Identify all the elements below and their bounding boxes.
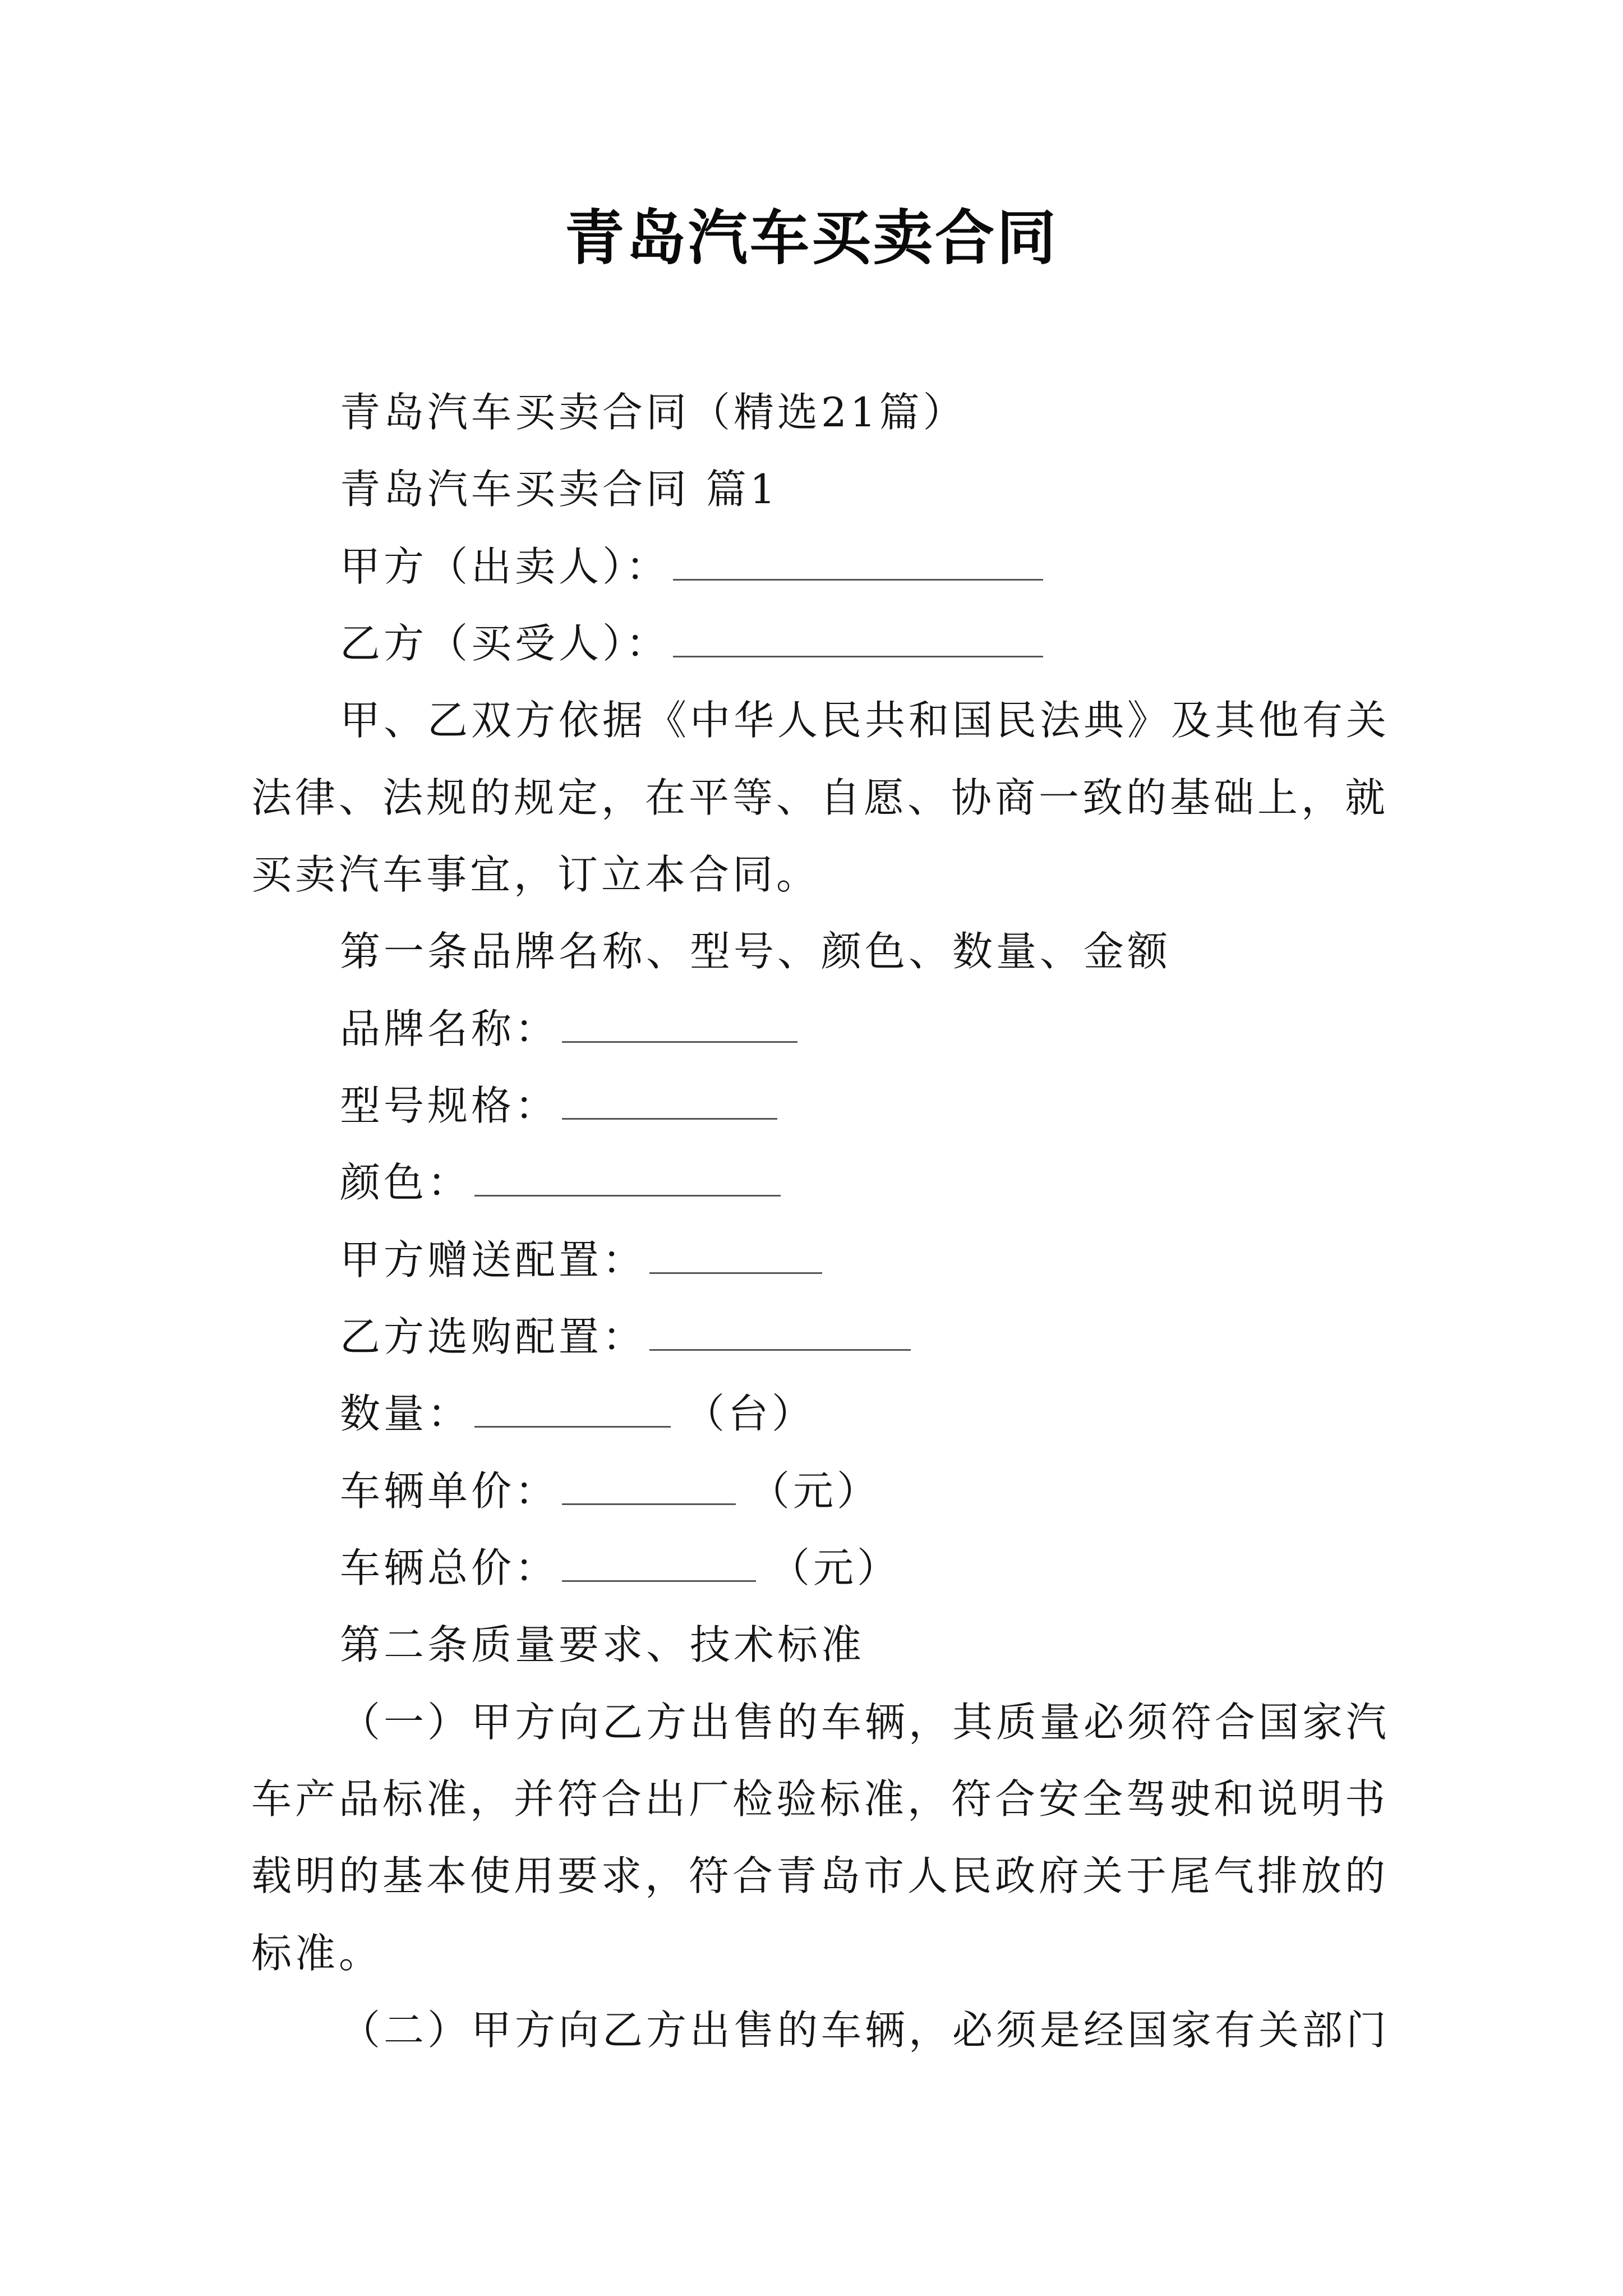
quantity-label: 数量： bbox=[340, 1390, 472, 1437]
party-a-label: 甲方（出卖人）： bbox=[340, 543, 670, 590]
total-price-label: 车辆总价： bbox=[340, 1544, 559, 1591]
party-a-line bbox=[340, 539, 1046, 595]
total-price-line bbox=[340, 1540, 901, 1596]
quantity-line bbox=[340, 1386, 815, 1442]
clause-1-line-1: （一）甲方向乙方出售的车辆，其质量必须符合国家汽 bbox=[340, 1699, 1390, 1746]
quantity-unit: （台） bbox=[684, 1390, 816, 1437]
intro-line-2: 法律、法规的规定，在平等、自愿、协商一致的基础上，就 bbox=[251, 774, 1389, 821]
party-b-blank bbox=[673, 620, 1043, 657]
model-line bbox=[340, 1078, 781, 1134]
optional-config-label: 乙方选购配置： bbox=[340, 1313, 647, 1360]
intro-line-3: 买卖汽车事宜，订立本合同。 bbox=[251, 851, 820, 898]
color-line bbox=[340, 1154, 784, 1211]
intro-line-1: 甲、乙双方依据《中华人民共和国民法典》及其他有关 bbox=[340, 697, 1390, 744]
brand-label: 品牌名称： bbox=[340, 1005, 559, 1052]
optional-config-line bbox=[340, 1309, 914, 1365]
document-title: 青岛汽车买卖合同 bbox=[565, 204, 1058, 273]
clause-1-line-4: 标准。 bbox=[251, 1930, 383, 1977]
quantity-blank bbox=[474, 1390, 671, 1428]
optional-config-blank bbox=[649, 1313, 911, 1351]
article-2-heading: 第二条质量要求、技术标准 bbox=[340, 1621, 865, 1668]
brand-blank bbox=[562, 1005, 797, 1043]
clause-2-line-1: （二）甲方向乙方出售的车辆，必须是经国家有关部门 bbox=[340, 2007, 1390, 2054]
party-b-line bbox=[340, 615, 1046, 671]
clause-1-line-3: 载明的基本使用要求，符合青岛市人民政府关于尾气排放的 bbox=[251, 1852, 1389, 1899]
gift-config-blank bbox=[649, 1236, 822, 1274]
color-blank bbox=[474, 1159, 781, 1197]
article-1-heading: 第一条品牌名称、型号、颜色、数量、金额 bbox=[340, 928, 1172, 975]
unit-price-blank bbox=[562, 1467, 736, 1505]
brand-line bbox=[340, 1001, 801, 1057]
party-b-label: 乙方（买受人）： bbox=[340, 620, 670, 667]
unit-price-line bbox=[340, 1463, 880, 1519]
unit-price-label: 车辆单价： bbox=[340, 1467, 559, 1515]
gift-config-label: 甲方赠送配置： bbox=[340, 1236, 647, 1283]
party-a-blank bbox=[673, 543, 1043, 581]
clause-1-line-2: 车产品标准，并符合出厂检验标准，符合安全驾驶和说明书 bbox=[251, 1775, 1389, 1823]
total-price-blank bbox=[562, 1544, 756, 1582]
gift-config-line bbox=[340, 1232, 826, 1288]
model-label: 型号规格： bbox=[340, 1082, 559, 1129]
total-price-unit: （元） bbox=[769, 1544, 901, 1591]
document-subtitle: 青岛汽车买卖合同（精选21篇） bbox=[340, 389, 967, 436]
section-heading: 青岛汽车买卖合同 篇1 bbox=[340, 466, 779, 513]
model-blank bbox=[562, 1082, 777, 1120]
unit-price-unit: （元） bbox=[749, 1467, 881, 1515]
color-label: 颜色： bbox=[340, 1159, 472, 1206]
